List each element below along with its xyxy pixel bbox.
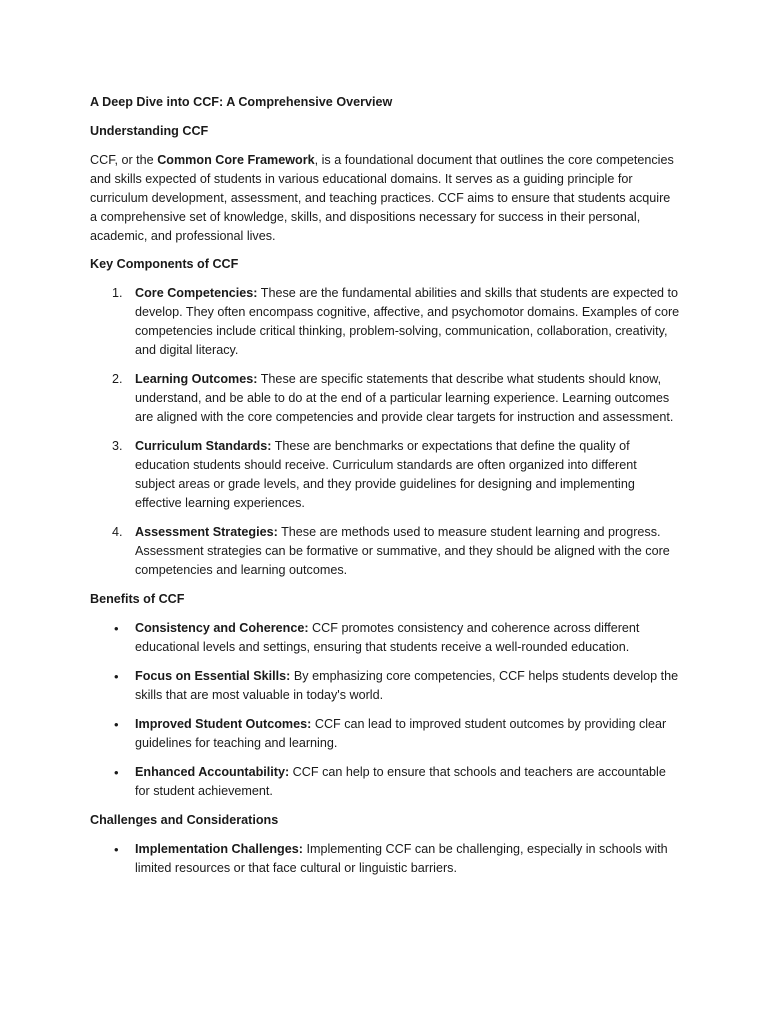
- section-heading-benefits: Benefits of CCF: [90, 592, 185, 606]
- list-item: [90, 715, 680, 753]
- list-text: Implementing CCF can be challenging, especially in schools with limited resources or that face cultural or linguistic barriers.: [135, 842, 668, 875]
- list-term: Improved Student Outcomes:: [135, 717, 312, 731]
- bullet-icon: •: [114, 765, 119, 780]
- intro-paragraph: [90, 151, 680, 246]
- list-term: Curriculum Standards:: [135, 439, 272, 453]
- list-text: CCF can help to ensure that schools and teachers are accountable for student achievement.: [135, 765, 666, 798]
- list-number: 2.: [112, 372, 123, 386]
- section-heading-understanding: Understanding CCF: [90, 124, 209, 138]
- list-term: Enhanced Accountability:: [135, 765, 290, 779]
- list-item: [90, 284, 680, 360]
- list-text: By emphasizing core competencies, CCF helps students develop the skills that are most valuable in today's world.: [135, 669, 679, 702]
- components-list: [90, 284, 680, 580]
- list-number: 4.: [112, 525, 123, 539]
- intro-bold-term: Common Core Framework: [157, 153, 315, 167]
- list-item: [90, 437, 680, 513]
- list-term: Learning Outcomes:: [135, 372, 258, 386]
- list-item: [90, 763, 680, 801]
- list-item: [90, 370, 680, 427]
- list-text: These are the fundamental abilities and skills that students are expected to develop. They often encompass cognitive, affective, and psychomotor domains. Examples of core competencies include critical thinking, problem-solving, communication, collaboration, creativity, and digital literacy.: [135, 286, 680, 357]
- bullet-icon: •: [114, 842, 119, 857]
- list-item: [90, 840, 680, 878]
- list-term: Focus on Essential Skills:: [135, 669, 291, 683]
- list-term: Core Competencies:: [135, 286, 258, 300]
- benefits-list: [90, 619, 680, 801]
- list-term: Implementation Challenges:: [135, 842, 303, 856]
- list-text: CCF promotes consistency and coherence across different educational levels and settings, ensuring that students receive a well-rounded education.: [135, 621, 640, 654]
- list-term: Consistency and Coherence:: [135, 621, 309, 635]
- challenges-list: [90, 840, 680, 878]
- list-term: Assessment Strategies:: [135, 525, 278, 539]
- intro-suffix: , is a foundational document that outlines the core competencies and skills expected of students in various educational domains. It serves as a guiding principle for curriculum development, assessment, and teaching practices. CCF aims to ensure that students acquire a comprehensive set of knowledge, skills, and dispositions necessary for success in their personal, academic, and professional lives.: [90, 153, 674, 243]
- bullet-icon: •: [114, 621, 119, 636]
- list-number: 3.: [112, 439, 123, 453]
- bullet-icon: •: [114, 669, 119, 684]
- bullet-icon: •: [114, 717, 119, 732]
- section-heading-challenges: Challenges and Considerations: [90, 813, 279, 827]
- list-text: These are specific statements that describe what students should know, understand, and be able to do at the end of a particular learning experience. Learning outcomes are aligned with the core competencies and provide clear targets for instruction and assessment.: [135, 372, 674, 424]
- list-item: [90, 619, 680, 657]
- document-title: A Deep Dive into CCF: A Comprehensive Overview: [90, 95, 393, 109]
- list-text: These are methods used to measure student learning and progress. Assessment strategies can be formative or summative, and they should be aligned with the core competencies and learning outcomes.: [135, 525, 670, 577]
- intro-prefix: CCF, or the: [90, 153, 158, 167]
- list-item: [90, 523, 680, 580]
- list-text: CCF can lead to improved student outcomes by providing clear guidelines for teaching and learning.: [135, 717, 667, 750]
- section-heading-components: Key Components of CCF: [90, 257, 239, 271]
- list-item: [90, 667, 680, 705]
- list-text: These are benchmarks or expectations that define the quality of education students should receive. Curriculum standards are often organized into different subject areas or grade levels, and they provide guidelines for designing and implementing effective learning experiences.: [135, 439, 637, 510]
- list-number: 1.: [112, 286, 123, 300]
